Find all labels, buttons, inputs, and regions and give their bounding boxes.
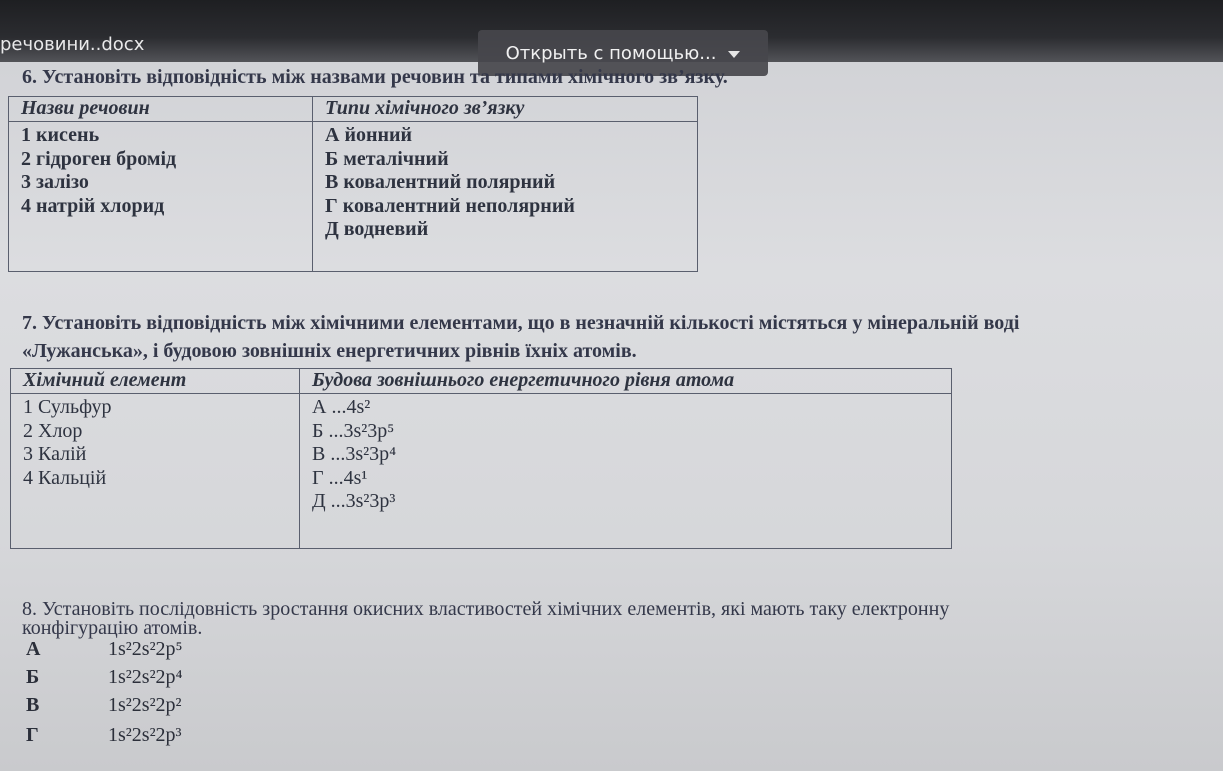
option-config: 1s²2s²2p⁴ [108,666,183,688]
question-7-line-1: 7. Установіть відповідність між хімічними елементами, що в незначній кількості містяться у мінеральній воді [22,312,1020,334]
list-item: Г ...4s¹ [312,466,368,489]
list-item: Д водневий [325,218,429,240]
element-list [11,394,300,549]
list-item: А йонний [325,124,413,146]
open-with-label: Открыть с помощью... [505,42,717,64]
substance-list [9,122,313,272]
bond-type-list [313,122,698,272]
option-config: 1s²2s²2p³ [108,724,182,746]
viewer-toolbar [0,0,1223,62]
question-7-line-2: «Лужанська», і будовою зовнішніх енергетичних рівнів їхніх атомів. [22,340,637,362]
option-letter: В [26,694,40,716]
option-letter: Г [26,724,39,746]
list-item: 1 Сульфур [23,396,112,418]
list-item: Б металічний [325,147,449,170]
list-item: Д ...3s²3p³ [312,490,396,512]
question-8-line-1: 8. Установіть послідовність зростання окисних властивостей хімічних елементів, які мають таку електронну [22,598,950,620]
option-config: 1s²2s²2p² [108,694,182,716]
option-config: 1s²2s²2p⁵ [108,638,183,660]
list-item: 3 Калій [23,443,87,465]
list-item: В ...3s²3p⁴ [312,443,397,465]
table-header: Типи хімічного зв’язку [313,97,698,122]
table-header: Назви речовин [9,97,313,122]
list-item: Б ...3s²3p⁵ [312,419,395,442]
list-item: А ...4s² [312,396,371,418]
chevron-down-icon [728,51,740,58]
question-6-text: 6. Установіть відповідність між назвами речовин та типами хімічного зв’язку. [22,66,728,88]
list-item: 3 залізо [21,171,89,193]
list-item: В ковалентний полярний [325,171,556,193]
list-item: Г ковалентний неполярний [325,194,575,217]
question-7-table [10,368,952,549]
list-item: 4 Кальцій [23,466,107,489]
file-name: речовини..docx [0,34,145,55]
option-letter: Б [26,666,40,688]
list-item: 2 Хлор [23,419,83,442]
list-item: 1 кисень [21,124,100,146]
option-letter: А [26,638,41,660]
list-item: 4 натрій хлорид [21,194,165,217]
table-header: Будова зовнішнього енергетичного рівня атома [300,369,952,394]
table-header: Хімічний елемент [11,369,300,394]
list-item: 2 гідроген бромід [21,147,177,170]
energy-level-list [300,394,952,549]
question-8-line-2: конфігурацію атомів. [22,617,203,639]
question-6-table [8,96,698,272]
